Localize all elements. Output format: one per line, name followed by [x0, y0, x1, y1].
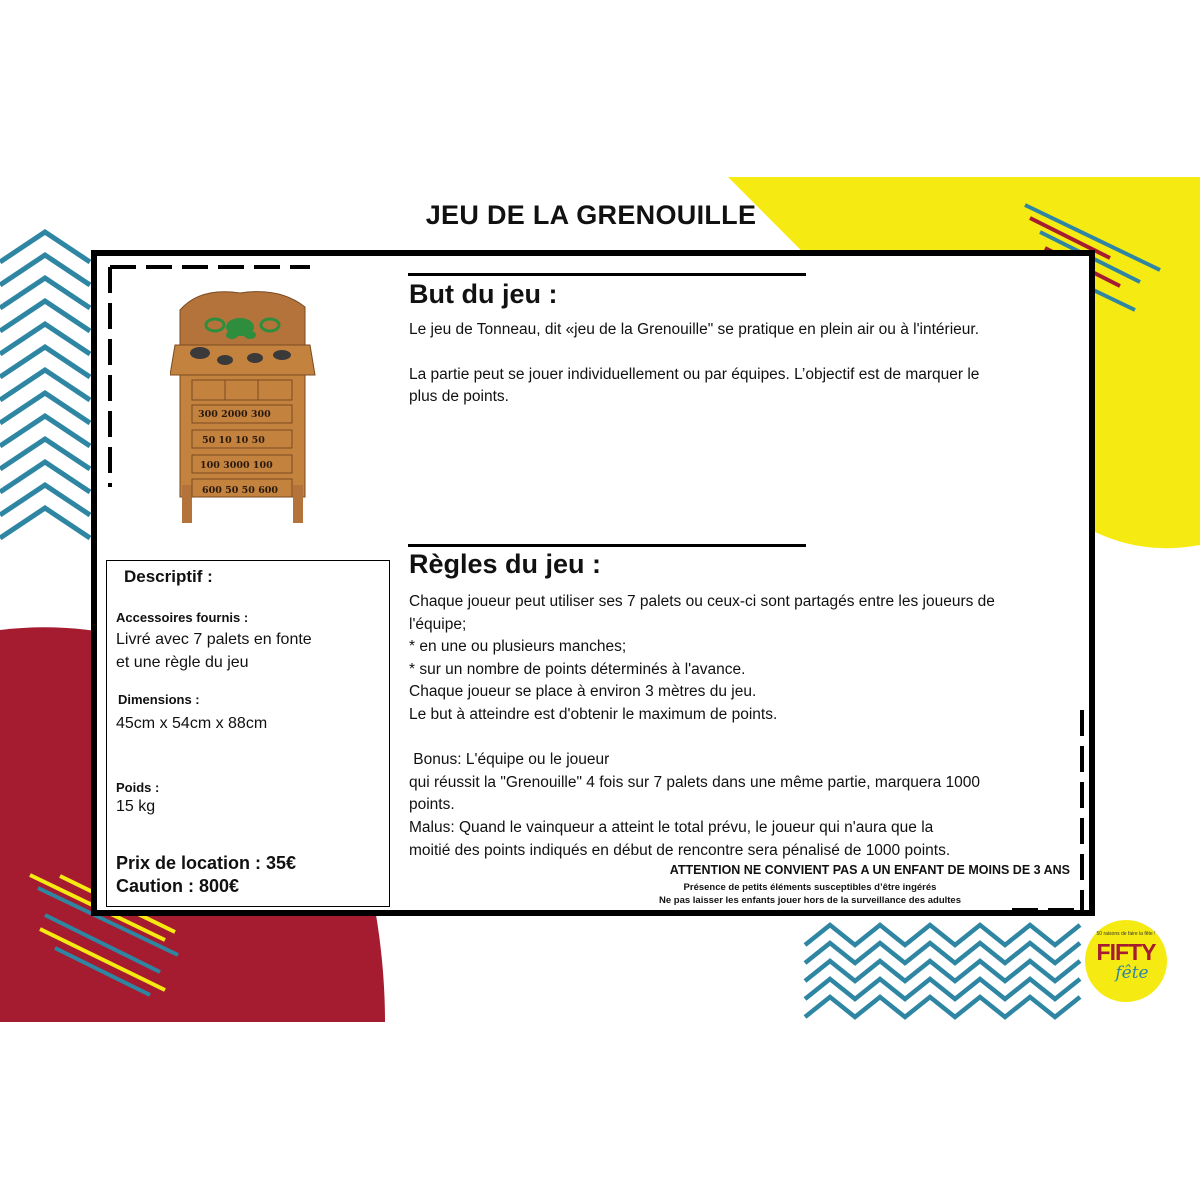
but-text [409, 319, 1079, 409]
logo-name: FIFTY [1096, 939, 1156, 965]
warning-line-2: Ne pas laisser les enfants jouer hors de la surveillance des adultes [658, 895, 962, 906]
regles-line: Chaque joueur se place à environ 3 mètres du jeu. [409, 683, 757, 701]
but-paragraph-2a: La partie peut se jouer individuellement ou par équipes. L’objectif est de marquer le [409, 365, 980, 383]
regles-line: l'équipe; [409, 615, 467, 633]
caution: Caution : 800€ [116, 876, 240, 896]
score-row-1: 300 2000 300 [198, 409, 271, 420]
regles-line: Le but à atteindre est d'obtenir le maximum de points. [409, 705, 778, 723]
poids-label: Poids : [116, 780, 160, 795]
prix-location: Prix de location : 35€ [116, 853, 297, 873]
score-row-4: 600 50 50 600 [202, 485, 279, 496]
regles-line: qui réussit la "Grenouille" 4 fois sur 7 palets dans une même partie, marquera 1000 [409, 773, 981, 791]
dimensions-value: 45cm x 54cm x 88cm [116, 715, 268, 732]
accessoires-line-1: Livré avec 7 palets en fonte [116, 631, 312, 648]
regles-line: moitié des points indiqués en début de rencontre sera pénalisé de 1000 points. [409, 841, 951, 859]
accessoires-label: Accessoires fournis : [116, 610, 249, 625]
regles-line: Malus: Quand le vainqueur a atteint le total prévu, le joueur qui n'aura que la [409, 818, 934, 836]
regles-line: * sur un nombre de points déterminés à l'avance. [409, 660, 746, 678]
game-cabinet-illustration [170, 292, 315, 523]
regles-line: Chaque joueur peut utiliser ses 7 palets ou ceux-ci sont partagés entre les joueurs de [409, 593, 995, 610]
but-heading: But du jeu : [409, 279, 558, 309]
page-title: JEU DE LA GRENOUILLE [425, 200, 757, 230]
pricing [116, 852, 296, 898]
descriptif-heading: Descriptif : [124, 567, 213, 586]
but-paragraph-1: Le jeu de Tonneau, dit «jeu de la Grenouille" se pratique en plein air ou à l'intérieur. [409, 321, 980, 338]
but-paragraph-2b: plus de points. [409, 388, 509, 406]
logo-sub: fête [1115, 963, 1149, 983]
regles-line: Bonus: L'équipe ou le joueur [409, 751, 610, 769]
accessoires-line-2: et une règle du jeu [116, 654, 249, 671]
fifty-fete-logo [1085, 920, 1167, 1002]
logo-tagline: 50 raisons de faire la fête ! [1096, 931, 1156, 937]
regles-divider [408, 544, 806, 547]
poids-value: 15 kg [116, 798, 156, 815]
regles-line: points. [409, 796, 455, 814]
regles-line: * en une ou plusieurs manches; [409, 638, 627, 656]
regles-text [409, 591, 1079, 862]
product-image [170, 285, 320, 530]
left-chevrons [0, 232, 90, 538]
but-divider [408, 273, 806, 276]
dimensions-label: Dimensions : [118, 692, 200, 707]
bottom-chevrons [805, 925, 1080, 1017]
score-row-3: 100 3000 100 [200, 460, 273, 471]
score-row-2: 50 10 10 50 [202, 435, 265, 446]
regles-heading: Règles du jeu : [409, 549, 602, 579]
warning-line-1: Présence de petits éléments susceptibles d’être ingérés [683, 882, 937, 893]
warning-main: ATTENTION NE CONVIENT PAS A UN ENFANT DE MOINS DE 3 ANS [669, 863, 1070, 877]
